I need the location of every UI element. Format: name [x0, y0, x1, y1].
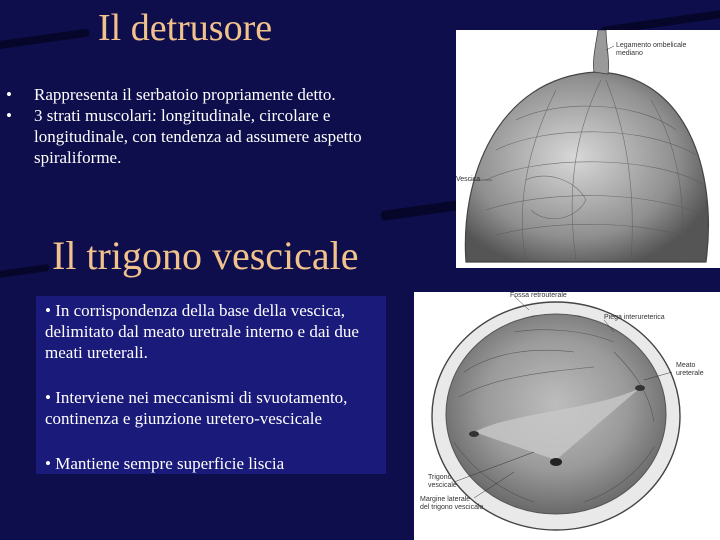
bladder-exterior-illustration — [456, 30, 720, 268]
trigono-point: • In corrispondenza della base della vescica, delimitato dal meato uretrale interno e dai due meati ureterali. — [45, 301, 359, 362]
bullet-text: Rappresenta il serbatoio propriamente detto. — [34, 85, 336, 104]
label-line: mediano — [616, 50, 643, 57]
background-streak — [0, 28, 90, 51]
label-line: del trigono vescicale — [420, 504, 484, 511]
bullet-dot: • — [6, 85, 12, 104]
label-line: Trigono — [428, 474, 452, 481]
bullet-dot: • — [6, 106, 12, 125]
label-fossa: Fossa retrouterale — [510, 292, 567, 299]
bladder-interior-illustration — [414, 292, 720, 540]
label-meato — [676, 362, 704, 378]
label-line: ureterale — [676, 370, 704, 377]
background-streak — [0, 264, 50, 279]
trigono-point: • Mantiene sempre superficie liscia — [45, 454, 285, 473]
bullet-item — [6, 84, 406, 105]
label-line: Meato — [676, 362, 696, 369]
slide-title-detrusore: Il detrusore — [98, 7, 273, 49]
label-line: Margine laterale — [420, 496, 471, 503]
label-line: Legamento ombelicale — [616, 42, 687, 49]
slide-title-trigono: Il trigono vescicale — [52, 233, 359, 278]
label-bladder: Vescica — [456, 176, 481, 183]
label-trigono — [428, 474, 457, 490]
label-margine — [420, 496, 483, 512]
label-plica: Piega interureterica — [604, 314, 665, 321]
bullet-item — [6, 105, 406, 168]
trigono-text-box — [36, 296, 386, 474]
trigono-point: • Interviene nei meccanismi di svuotamento, continenza e giunzione uretero-vescicale — [45, 388, 348, 428]
bladder-exterior-drawing — [456, 30, 720, 268]
bullet-text: 3 strati muscolari: longitudinale, circolare e longitudinale, con tendenza ad assumere aspetto spiraliforme. — [34, 106, 362, 167]
label-line: vescicale — [428, 482, 457, 489]
detrusore-bullet-list — [6, 84, 406, 168]
label-ligament — [616, 42, 686, 58]
